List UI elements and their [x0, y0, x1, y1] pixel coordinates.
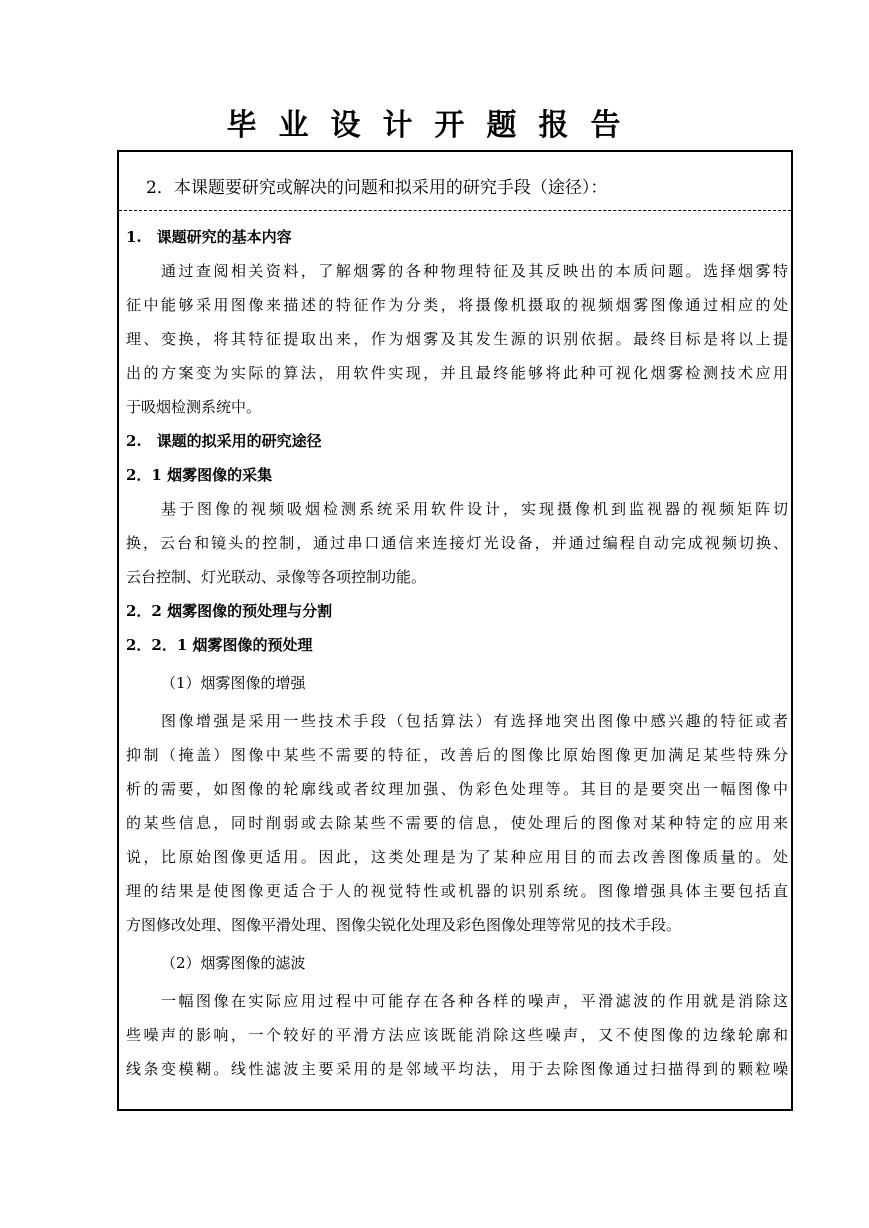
subheading-enhancement: （1）烟雾图像的增强 — [161, 674, 306, 692]
paragraph-line: 说，比原始图像更适用。因此，这类处理是为了某种应用目的而去改善图像质量的。处 — [126, 848, 788, 866]
paragraph-line: 通过查阅相关资料，了解烟雾的各种物理特征及其反映出的本质问题。选择烟雾特 — [161, 262, 788, 280]
paragraph-line: 于吸烟检测系统中。 — [126, 398, 262, 416]
paragraph-line: 出的方案变为实际的算法，用软件实现，并且最终能够将此种可视化烟雾检测技术应用 — [126, 364, 788, 382]
paragraph-line: 换，云台和镜头的控制，通过串口通信来连接灯光设备，并通过编程自动完成视频切换、 — [126, 534, 788, 552]
paragraph-line: 线条变模糊。线性滤波主要采用的是邻域平均法，用于去除图像通过扫描得到的颗粒噪 — [126, 1060, 788, 1078]
paragraph-line: 些噪声的影响，一个较好的平滑方法应该既能消除这些噪声，又不使图像的边缘轮廓和 — [126, 1026, 788, 1044]
heading-preprocessing-segmentation: 2．2 烟雾图像的预处理与分割 — [126, 602, 333, 620]
heading-research-approach: 2. 课题的拟采用的研究途径 — [126, 432, 322, 450]
paragraph-line: 征中能够采用图像来描述的特征作为分类，将摄像机摄取的视频烟雾图像通过相应的处 — [126, 296, 788, 314]
report-box — [117, 150, 793, 1111]
paragraph-line: 析的需要，如图像的轮廓线或者纹理加强、伪彩色处理等。其目的是要突出一幅图像中 — [126, 780, 788, 798]
report-content — [126, 220, 788, 1086]
paragraph-line: 的某些信息，同时削弱或去除某些不需要的信息，使处理后的图像对某种特定的应用来 — [126, 814, 788, 832]
paragraph-line: 一幅图像在实际应用过程中可能存在各种各样的噪声，平滑滤波的作用就是消除这 — [161, 992, 788, 1010]
paragraph-line: 抑制（掩盖）图像中某些不需要的特征，改善后的图像比原始图像更加满足某些特殊分 — [126, 746, 788, 764]
heading-basic-content: 1. 课题研究的基本内容 — [126, 228, 292, 246]
paragraph-line: 基于图像的视频吸烟检测系统采用软件设计，实现摄像机到监视器的视频矩阵切 — [161, 500, 788, 518]
paragraph-line: 云台控制、灯光联动、录像等各项控制功能。 — [126, 568, 427, 586]
section-heading: 2．本课题要研究或解决的问题和拟采用的研究手段（途径）： — [119, 152, 791, 211]
subheading-filtering: （2）烟雾图像的滤波 — [161, 954, 306, 972]
heading-preprocessing: 2．2．1 烟雾图像的预处理 — [126, 636, 313, 654]
paragraph-line: 理、变换，将其特征提取出来，作为烟雾及其发生源的识别依据。最终目标是将以上提 — [126, 330, 788, 348]
paragraph-line: 理的结果是使图像更适合于人的视觉特性或机器的识别系统。图像增强具体主要包括直 — [126, 882, 788, 900]
paragraph-line: 图像增强是采用一些技术手段（包括算法）有选择地突出图像中感兴趣的特征或者 — [161, 712, 788, 730]
paragraph-line: 方图修改处理、图像平滑处理、图像尖锐化处理及彩色图像处理等常见的技术手段。 — [126, 916, 682, 934]
page-title: 毕业设计开题报告 — [226, 108, 643, 143]
heading-image-acquisition: 2．1 烟雾图像的采集 — [126, 466, 273, 484]
